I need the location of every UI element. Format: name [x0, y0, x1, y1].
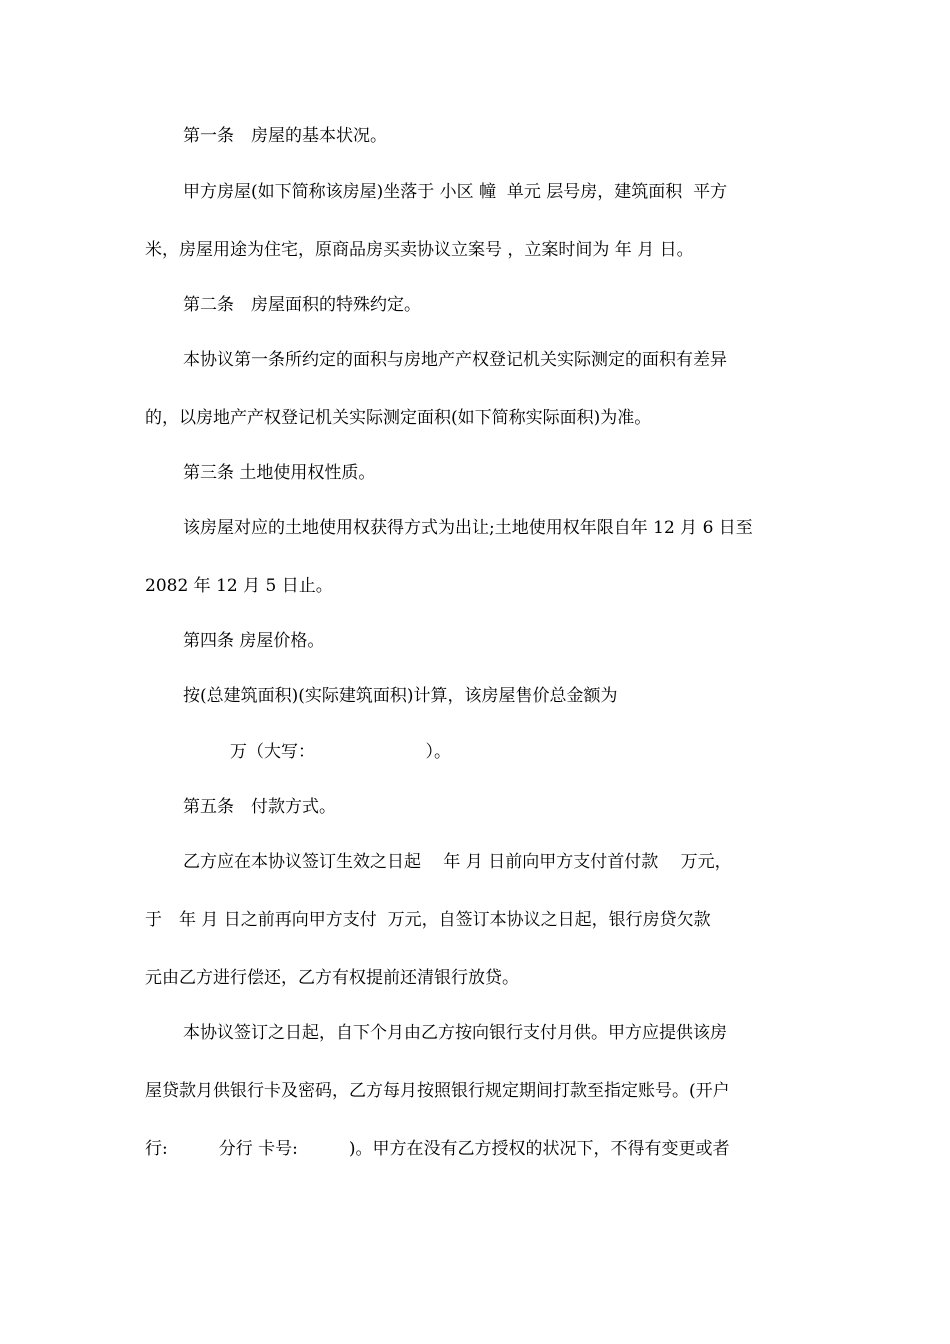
article-2-heading: 第二条 房屋面积的特殊约定。: [183, 295, 421, 315]
paragraph-line: 元由乙方进行偿还，乙方有权提前还清银行放贷。: [145, 968, 519, 988]
paragraph-line: 本协议第一条所约定的面积与房地产产权登记机关实际测定的面积有差异: [183, 350, 727, 370]
paragraph-line: 本协议签订之日起，自下个月由乙方按向银行支付月供。甲方应提供该房: [183, 1023, 727, 1043]
article-1-heading: 第一条 房屋的基本状况。: [183, 126, 387, 146]
paragraph-line: 万（大写： ）。: [230, 742, 451, 762]
paragraph-line: 该房屋对应的土地使用权获得方式为出让;土地使用权年限自年 12 月 6 日至: [183, 518, 753, 538]
paragraph-line: 米，房屋用途为住宅，原商品房买卖协议立案号 ，立案时间为 年 月 日。: [145, 240, 694, 260]
article-4-heading: 第四条 房屋价格。: [183, 631, 325, 651]
paragraph-line: 2082 年 12 月 5 日止。: [145, 576, 333, 596]
paragraph-line: 的，以房地产产权登记机关实际测定面积(如下简称实际面积)为准。: [145, 408, 652, 428]
paragraph-line: 屋贷款月供银行卡及密码，乙方每月按照银行规定期间打款至指定账号。(开户: [145, 1081, 730, 1101]
paragraph-line: 行: 分行 卡号: )。甲方在没有乙方授权的状况下，不得有变更或者: [145, 1139, 730, 1159]
article-3-heading: 第三条 土地使用权性质。: [183, 463, 376, 483]
paragraph-line: 按(总建筑面积)(实际建筑面积)计算，该房屋售价总金额为: [183, 686, 618, 706]
paragraph-line: 于 年 月 日之前再向甲方支付 万元，自签订本协议之日起，银行房贷欠款: [145, 910, 711, 930]
article-5-heading: 第五条 付款方式。: [183, 797, 336, 817]
paragraph-line: 乙方应在本协议签订生效之日起 年 月 日前向甲方支付首付款 万元，: [183, 852, 732, 872]
paragraph-line: 甲方房屋(如下简称该房屋)坐落于 小区 幢 单元 层号房，建筑面积 平方: [183, 182, 728, 202]
